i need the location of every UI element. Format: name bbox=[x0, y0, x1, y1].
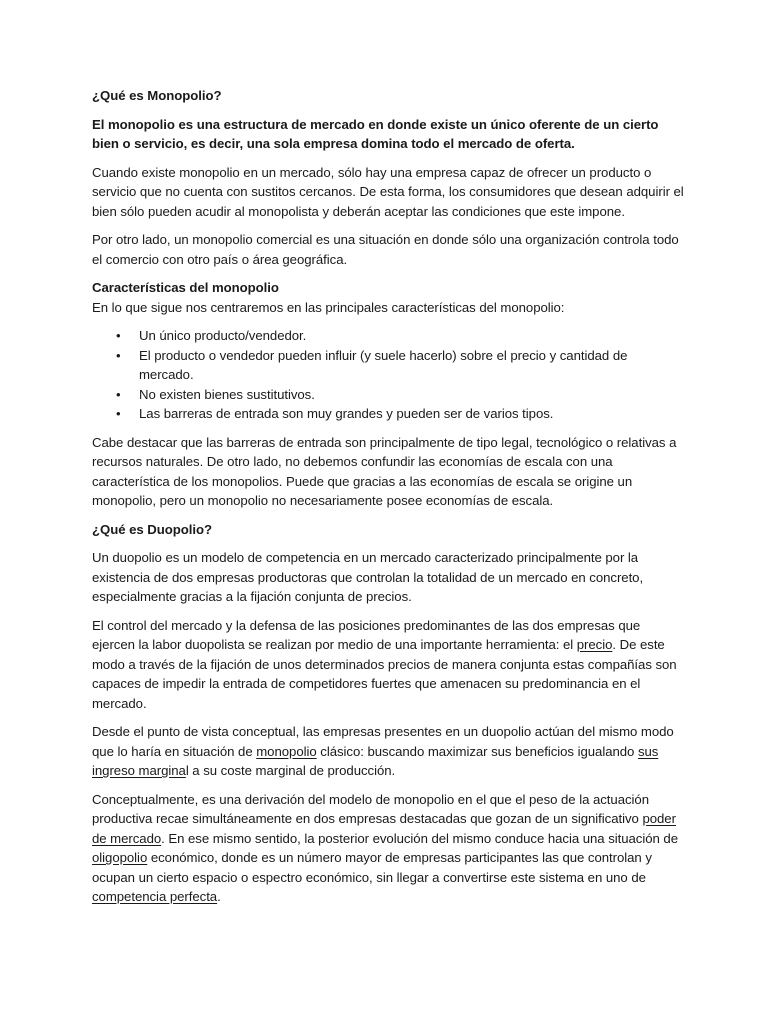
text-segment: . bbox=[217, 889, 221, 904]
text-segment: económico, donde es un número mayor de empresas participantes las que controlan y ocupan un cierto espacio o espectro económico, sin llegar a convertirse este sistema en uno de bbox=[92, 850, 652, 885]
oligopolio-link[interactable]: oligopolio bbox=[92, 850, 148, 865]
text-segment: . De este modo a través de la fijación de unos determinados precios de manera conjunta estas compañías son capaces de impedir la entrada de competidores fuertes que amenacen su predominancia en el mercado. bbox=[92, 637, 677, 711]
list-item-text: Un único producto/vendedor. bbox=[139, 328, 307, 343]
text-segment: Desde el punto de vista conceptual, las empresas presentes en un duopolio actúan del mismo modo que lo haría en situación de bbox=[92, 724, 674, 759]
duopolio-paragraph-1: Un duopolio es un modelo de competencia en un mercado caracterizado principalmente por la existencia de dos empresas productoras que controlan la totalidad de un mercado en concreto, especialmente gracias a la fijación conjunta de precios. bbox=[92, 550, 644, 604]
caracteristicas-heading: Características del monopolio bbox=[92, 280, 279, 295]
bullet-icon: • bbox=[116, 406, 121, 421]
bullet-icon: • bbox=[116, 328, 121, 343]
document-page bbox=[92, 86, 684, 916]
monopolio-paragraph-1: Cuando existe monopolio en un mercado, sólo hay una empresa capaz de ofrecer un producto o servicio que no cuenta con sustitos cercanos. De esta forma, los consumidores que desean adquirir el bien sólo pueden acudir al monopolista y deberán aceptar las condiciones que este impone. bbox=[92, 164, 684, 219]
text-segment: clásico: buscando maximizar sus beneficios igualando bbox=[316, 743, 638, 759]
text-segment: l a su coste marginal de producción. bbox=[185, 763, 396, 778]
bullet-icon: • bbox=[116, 386, 121, 402]
list-item-text: Las barreras de entrada son muy grandes y pueden ser de varios tipos. bbox=[139, 406, 554, 421]
caracteristicas-section bbox=[92, 278, 684, 317]
text-segment: . En ese mismo sentido, la posterior evolución del mismo conduce hacia una situación de bbox=[161, 830, 678, 846]
list-item-text: El producto o vendedor pueden influir (y suele hacerlo) sobre el precio y cantidad de mercado. bbox=[139, 347, 628, 382]
bullet-icon: • bbox=[116, 347, 121, 363]
monopolio-definition: El monopolio es una estructura de mercado en donde existe un único oferente de un cierto bien o servicio, es decir, una sola empresa domina todo el mercado de oferta. bbox=[92, 116, 659, 151]
list-item bbox=[92, 385, 684, 405]
duopolio-heading: ¿Qué es Duopolio? bbox=[92, 521, 213, 537]
text-segment: El control del mercado y la defensa de las posiciones predominantes de las dos empresas que ejercen la labor duopolista se realizan por medio de una importante herramienta: el bbox=[92, 617, 641, 652]
duopolio-paragraph-2 bbox=[92, 616, 684, 714]
duopolio-paragraph-4 bbox=[92, 790, 684, 907]
list-item bbox=[92, 404, 684, 424]
competencia-perfecta-link[interactable]: competencia perfecta bbox=[92, 889, 218, 904]
caracteristicas-intro: En lo que sigue nos centraremos en las principales características del monopolio: bbox=[92, 299, 565, 315]
precio-link[interactable]: precio bbox=[576, 637, 613, 652]
text-segment: Conceptualmente, es una derivación del modelo de monopolio en el que el peso de la actuación productiva recae simultáneamente en dos empresas destacadas que gozan de un significativo bbox=[92, 791, 649, 826]
duopolio-paragraph-3 bbox=[92, 722, 684, 781]
list-item bbox=[92, 346, 684, 385]
monopolio-link[interactable]: monopolio bbox=[256, 743, 317, 759]
poder-de-mercado-link[interactable]: poder de mercado bbox=[92, 811, 676, 846]
monopolio-heading: ¿Qué es Monopolio? bbox=[92, 88, 222, 103]
ingreso-marginal-link[interactable]: sus ingreso margina bbox=[92, 743, 659, 778]
list-item bbox=[92, 326, 684, 346]
caracteristicas-list bbox=[92, 326, 684, 424]
list-item-text: No existen bienes sustitutivos. bbox=[139, 386, 315, 402]
caracteristicas-closing: Cabe destacar que las barreras de entrada son principalmente de tipo legal, tecnológico o relativas a recursos naturales. De otro lado, no debemos confundir las economías de escala con una característica de los monopolios. Puede que gracias a las economías de escala se origine un monopolio, pero un monopolio no necesariamente posee economías de escala. bbox=[92, 434, 677, 508]
monopolio-paragraph-2: Por otro lado, un monopolio comercial es una situación en donde sólo una organización controla todo el comercio con otro país o área geográfica. bbox=[92, 232, 679, 267]
